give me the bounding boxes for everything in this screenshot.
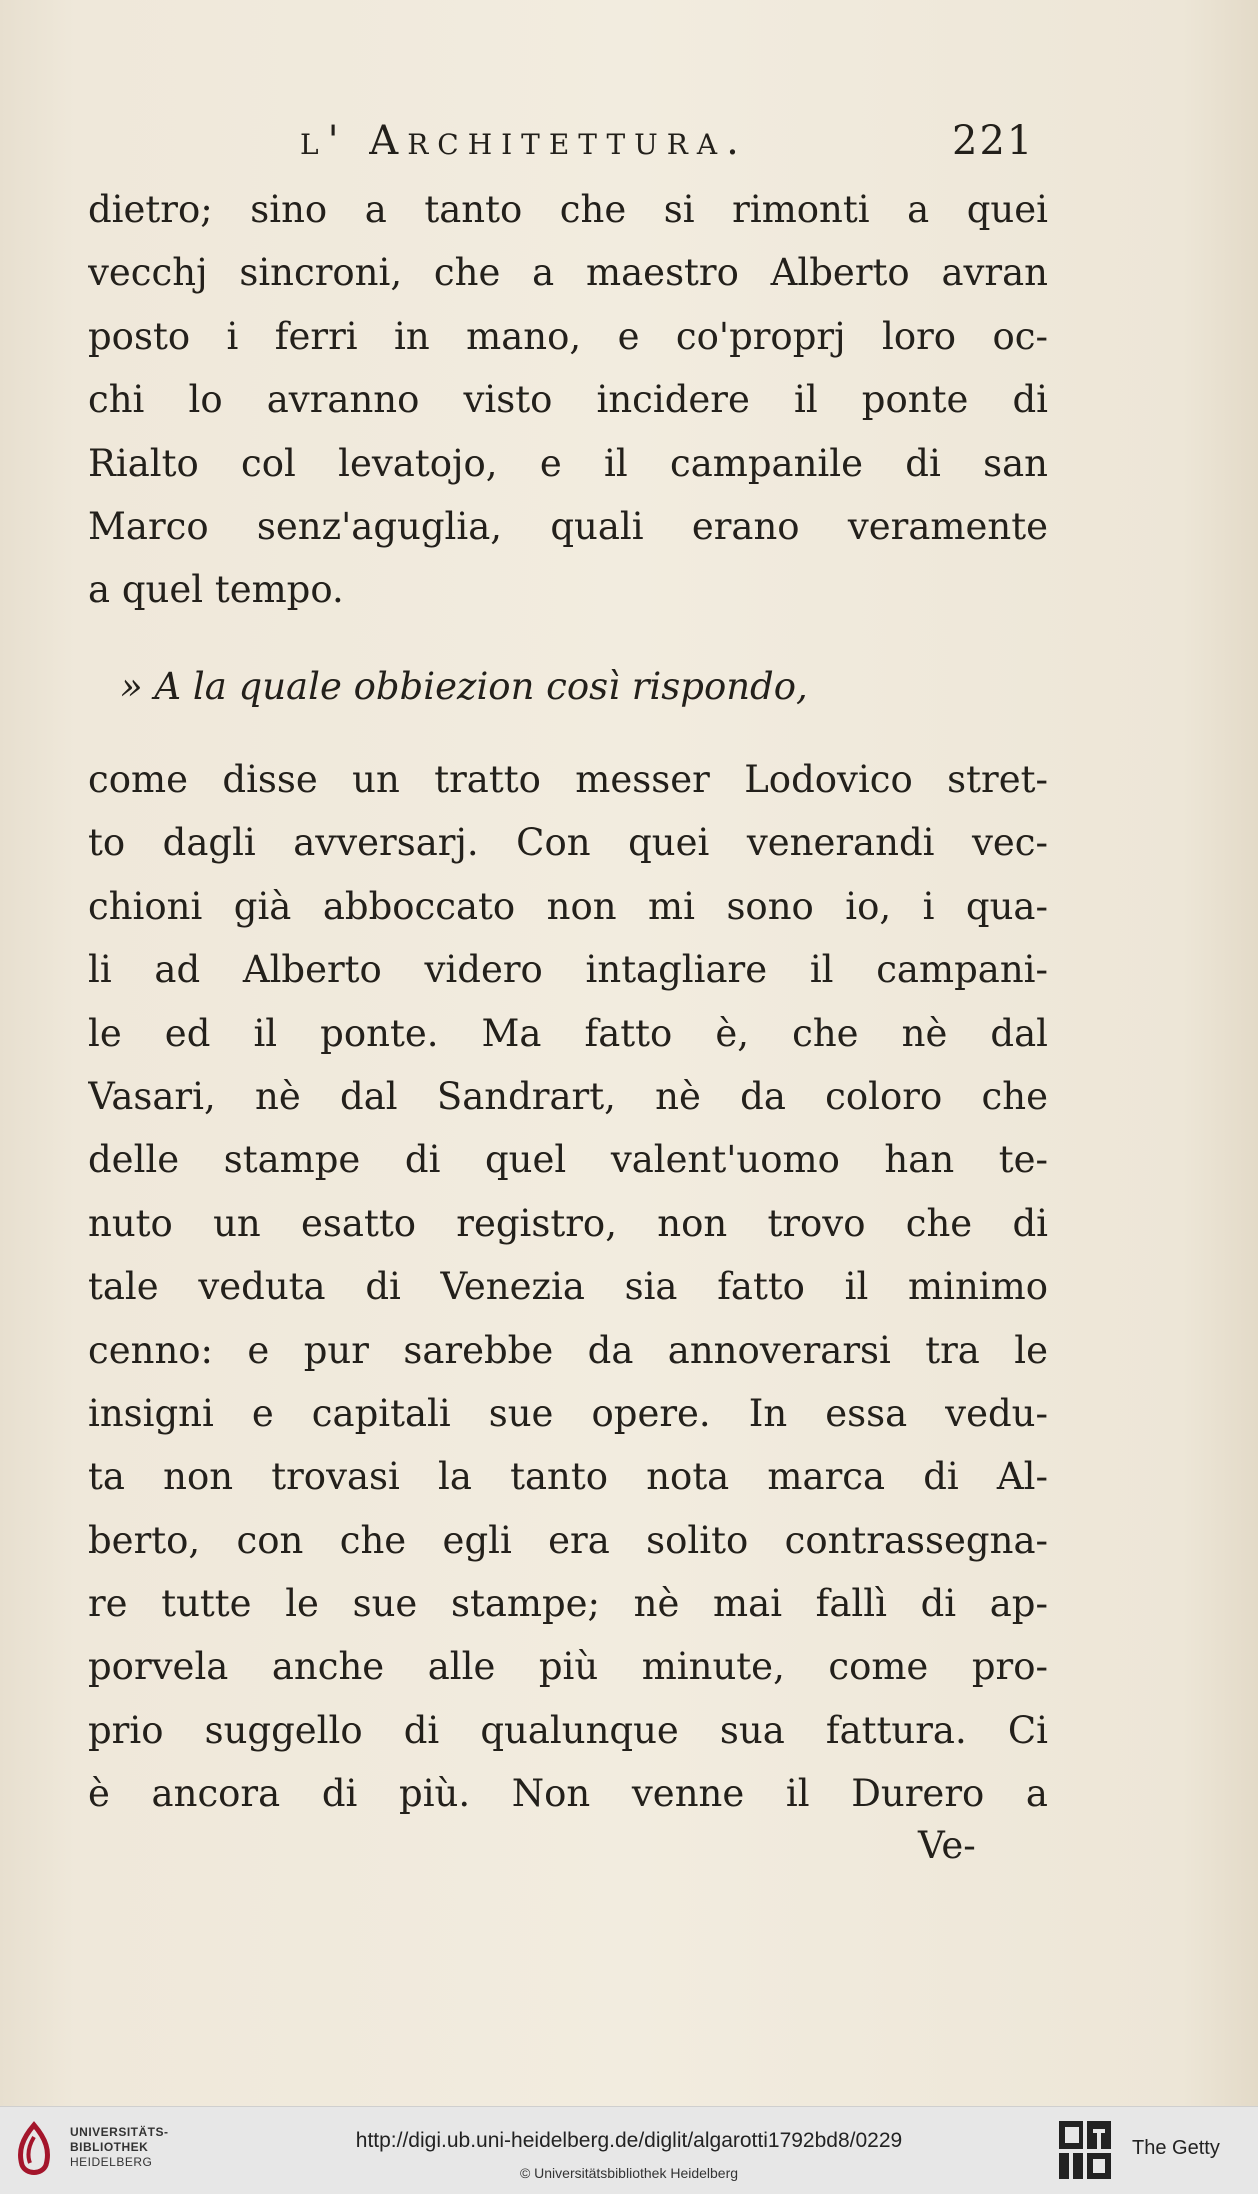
text-line: vecchj sincroni, che a maestro Alberto avran [88,251,1048,295]
text-line: to dagli avversarj. Con quei venerandi vec- [88,821,1048,865]
catchword: Ve- [918,1824,976,1867]
text-line: delle stampe di quel valent'uomo han te- [88,1138,1048,1182]
text-line: cenno: e pur sarebbe da annoverarsi tra le [88,1328,1048,1372]
text-line: chi lo avranno visto incidere il ponte di [88,378,1048,422]
text-line: posto i ferri in mano, e co'proprj loro oc- [88,314,1048,358]
page-number: 221 [952,118,1035,164]
text-line: chioni già abboccato non mi sono io, i qua- [88,884,1048,928]
paragraph-1 [88,178,1048,622]
text-line: prio suggello di qualunque sua fattura. Ci [88,1708,1048,1752]
library-name: UNIVERSITÄTS- BIBLIOTHEK HEIDELBERG [70,2125,169,2169]
page-header [300,118,1258,178]
text-line: Marco senz'aguglia, quali erano veramente [88,504,1048,548]
getty-logo-icon[interactable] [1057,2119,1113,2181]
text-line: come disse un tratto messer Lodovico stret- [88,758,1048,801]
text-line: porvela anche alle più minute, come pro- [88,1645,1048,1689]
text-line: insigni e capitali sue opere. In essa vedu- [88,1391,1048,1435]
text-line: li ad Alberto videro intagliare il campani- [88,948,1048,992]
text-line: è ancora di più. Non venne il Durero a [88,1772,1048,1816]
viewer-footer [0,2106,1258,2194]
text-line: dietro; sino a tanto che si rimonti a quei [88,188,1048,231]
paragraph-2 [88,748,1048,1826]
permalink-url[interactable]: http://digi.ub.uni-heidelberg.de/diglit/algarotti1792bd8/0229 [355,2129,903,2152]
getty-label: The Getty [1132,2137,1220,2159]
text-line: Rialto col levatojo, e il campanile di san [88,441,1048,485]
text-line: le ed il ponte. Ma fatto è, che nè dal [88,1011,1048,1055]
text-line: tale veduta di Venezia sia fatto il minimo [88,1265,1048,1309]
text-line: nuto un esatto registro, non trovo che di [88,1201,1048,1245]
text-line: a quel tempo. [88,568,344,612]
text-line: re tutte le sue stampe; nè mai fallì di ap- [88,1582,1048,1626]
text-line: berto, con che egli era solito contrassegna- [88,1518,1048,1562]
text-line: Vasari, nè dal Sandrart, nè da coloro che [88,1074,1048,1118]
running-title: l' Architettura. [300,118,748,164]
text-line: ta non trovasi la tanto nota marca di Al- [88,1455,1048,1499]
copyright-notice: © Universitätsbibliothek Heidelberg [519,2165,739,2181]
quotation-line: » A la quale obbiezion così rispondo, [120,665,808,708]
